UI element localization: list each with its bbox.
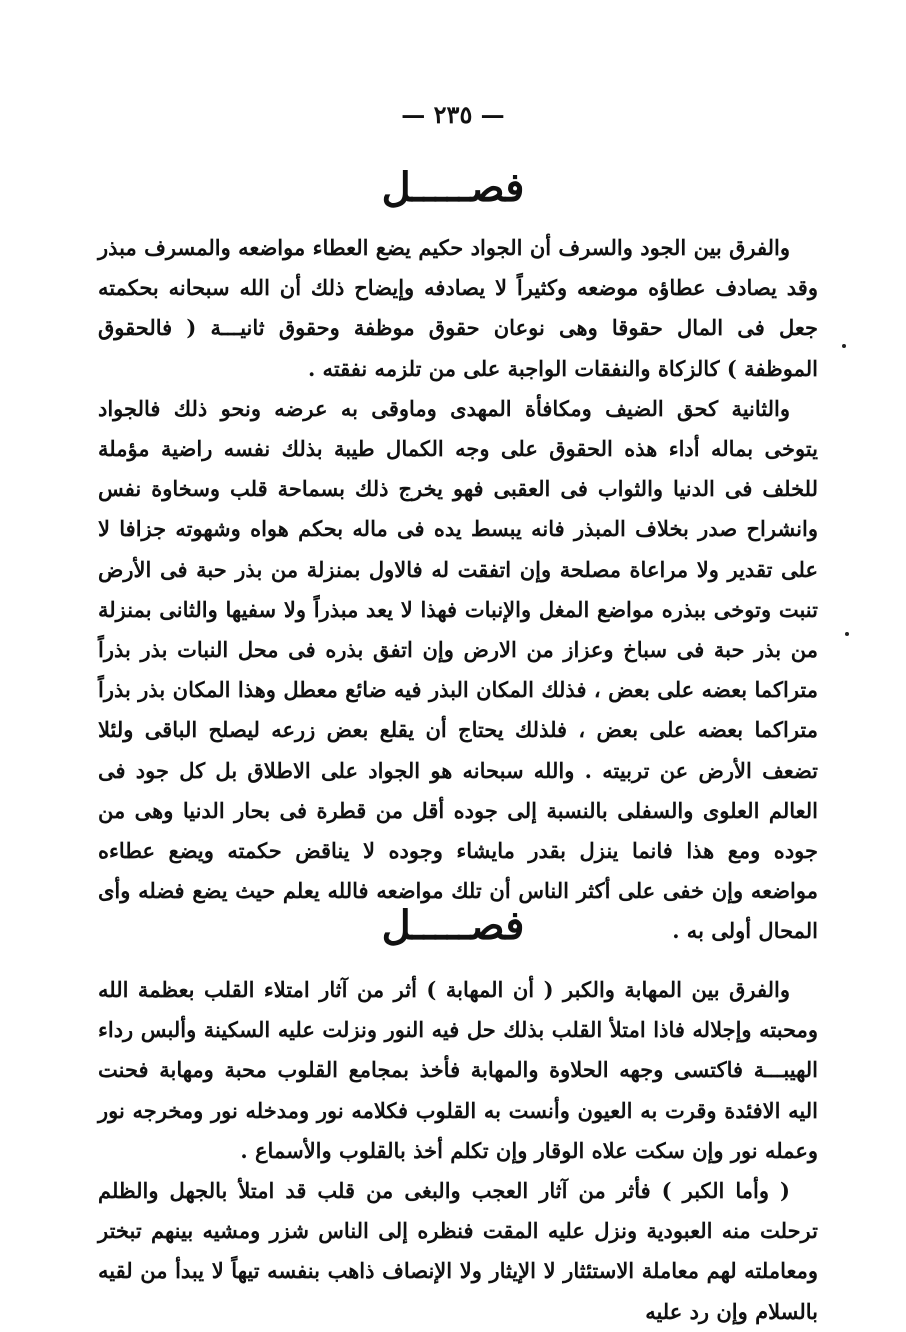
paragraph: والفرق بين الجود والسرف أن الجواد حكيم يضع العطاء مواضعه والمسرف مبذر وقد يصادف عطاؤه موضعه وكثيراً لا يصادفه وإيضاح ذلك أن الله سبحانه بحكمته جعل فى المال حقوقا وهى نوعان حقوق موظفة وحقوق ثانيـــة ( فالحقوق الموظفة ) كالزكاة والنفقات الواجبة على من تلزمه نفقته . [98,235,818,381]
section-heading: فصـــــل [381,902,525,949]
section-heading: فصـــــل [381,164,525,211]
scan-speck [845,632,849,636]
scan-speck [842,344,846,348]
paragraph: والثانية كحق الضيف ومكافأة المهدى وماوقى به عرضه ونحو ذلك فالجواد يتوخى بماله أداء هذه الحقوق على وجه الكمال طيبة بذلك نفسه راضية مؤملة للخلف فى الدنيا والثواب فى العقبى فهو يخرج ذلك بسماحة قلب وسخاوة نفس وانشراح صدر بخلاف المبذر فانه يبسط يده فى ماله بحكم هواه وشهوته جزافا لا على تقدير ولا مراعاة مصلحة وإن اتفقت له فالاول بمنزلة من بذر حبة فى الأرض تنبت وتوخى ببذره مواضع المغل والإنبات فهذا لا يعد مبذراً ولا سفيها والثانى بمنزلة من بذر حبة فى سباخ وعزاز من الارض وإن اتفق بذره فى محل النبات بذر بذراً متراكما بعضه على بعض ، فذلك المكان البذر فيه ضائع معطل وهذا المكان بذر بذراً متراكما بعضه على بعض ، فلذلك يحتاج أن يقلع بعض زرعه ليصلح الباقى ولئلا تضعف الأرض عن تربيته . والله سبحانه هو الجواد على الاطلاق بل كل جود فى العالم العلوى والسفلى بالنسبة إلى جوده أقل من قطرة فى بحار الدنيا وهى من جوده ومع هذا فانما ينزل بقدر مايشاء وجوده لا يناقض حكمته ويضع عطاءه مواضعه وإن خفى على أكثر الناس أن تلك مواضعه فالله يعلم حيث يضع فضله وأى المحال أولى به . [98,395,819,944]
paragraph: ( وأما الكبر ) فأثر من آثار العجب والبغى من قلب قد امتلأ بالجهل والظلم ترحلت منه العبودية ونزل عليه المقت فنظره إلى الناس شزر ومشيه بينهم تبختر ومعاملته لهم معاملة الاستئثار لا الإيثار ولا الإنصاف ذاهب بنفسه تيهاً لا يبدأ من لقيه بالسلام وإن رد عليه [98,1178,818,1324]
section-body [98,970,818,1332]
page-number: — ٢٣٥ — [401,100,505,129]
section-body [98,228,818,952]
paragraph: والفرق بين المهابة والكبر ( أن المهابة ) أثر من آثار امتلاء القلب بعظمة الله ومحبته وإجلاله فاذا امتلأ القلب بذلك حل فيه النور ونزلت عليه السكينة وألبس رداء الهيبـــة فاكتسى وجهه الحلاوة والمهابة فأخذ بمجامع القلوب محبة ومهابة فحنت اليه الافئدة وقرت به العيون وأنست به القلوب فكلامه نور ومدخله نور ومخرجه نور وعمله نور وإن سكت علاه الوقار وإن تكلم أخذ بالقلوب والأسماع . [98,977,818,1163]
